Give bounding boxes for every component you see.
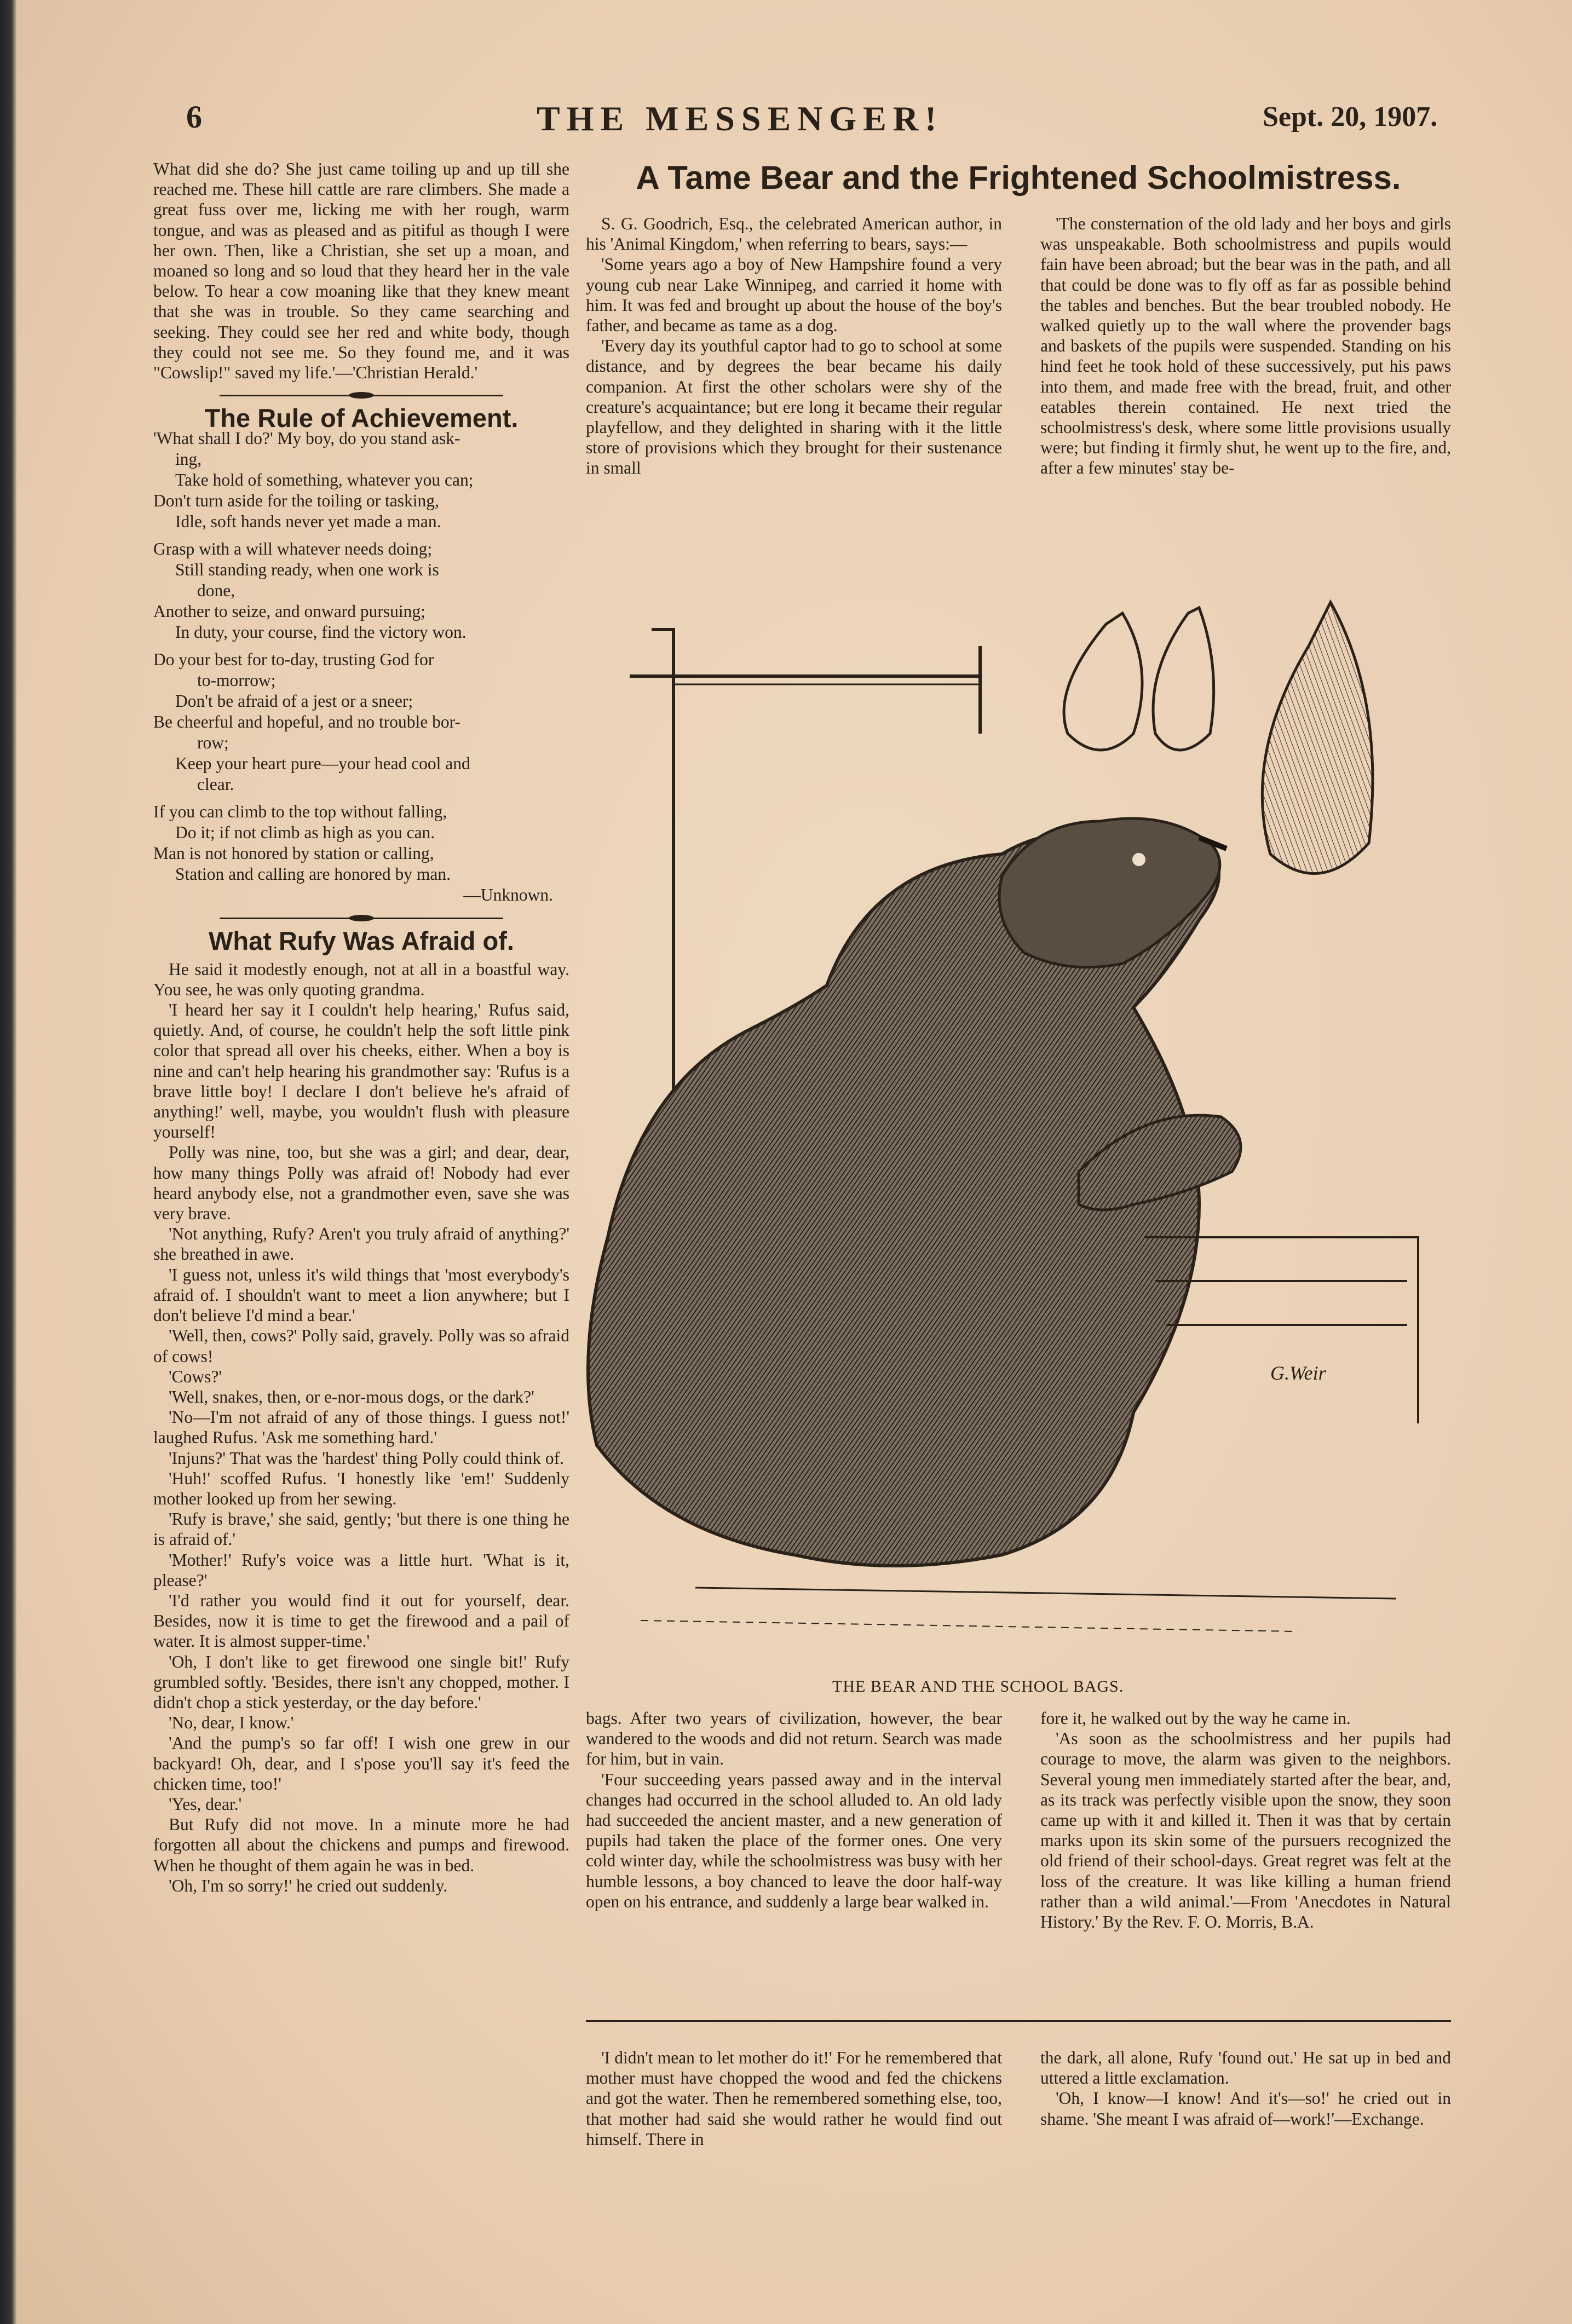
paragraph: 'Well, snakes, then, or e-nor-mous dogs, or the dark?' xyxy=(169,1387,534,1406)
poem-line: to-morrow; xyxy=(197,671,276,690)
paragraph: 'The consternation of the old lady and her boys and girls was unspeakable. Both schoolmistress and pupils would fain have been abroad; but the bear was in the path, and all that could be done was to fly off as far as possible behind the tables and benches. But the bear troubled nobody. He walked quietly up to the wall where the provender bags and baskets of the pupils were suspended. Standing on his hind feet he took hold of these successively, put his paws into them, and made free with the bread, fruit, and other eatables therein contained. He next tried the schoolmistress's desk, where some little provisions usually were; but finding it firmly shut, he went up to the fire, and, after a few minutes' stay be- xyxy=(1040,214,1451,478)
paragraph: 'As soon as the schoolmistress and her pupils had courage to move, the alarm was given to the neighbors. Several young men immediately started after the bear, and, as its track was perfectly visible upon the snow, they soon came up with it and killed it. Then it was that by certain marks upon its skin some of the pursuers recognized the old friend of their school-days. Great regret was felt at the loss of the creature. It was like killing a human friend rather than a wild animal.'—From 'Anecdotes in Natural History.' By the Rev. F. O. Morris, B.A. xyxy=(1040,1729,1451,1932)
stanza-break xyxy=(153,532,569,539)
masthead: THE MESSENGER! xyxy=(537,99,943,138)
bear-school-bags-illustration xyxy=(586,591,1451,1664)
rufy-continued-column-2 xyxy=(1040,2048,1451,2129)
newspaper-page xyxy=(16,0,1572,2324)
poem-line: Man is not honored by station or calling, xyxy=(153,844,434,863)
paragraph: 'No, dear, I know.' xyxy=(169,1713,294,1733)
rufy-story-body xyxy=(153,959,569,1896)
paragraph: the dark, all alone, Rufy 'found out.' He sat up in bed and uttered a little exclamation. xyxy=(1040,2048,1451,2088)
paragraph: Polly was nine, too, but she was a girl; and dear, dear, how many things Polly was afraid of! Nobody had ever heard anybody else, not a grandmother even, save she was very brave. xyxy=(153,1143,569,1224)
paragraph: 'Not anything, Rufy? Aren't you truly afraid of anything?' she breathed in awe. xyxy=(153,1224,569,1264)
ornamental-divider xyxy=(153,913,569,923)
poem-line: Take hold of something, whatever you can; xyxy=(175,470,474,490)
paragraph: 'I guess not, unless it's wild things that 'most everybody's afraid of. I shouldn't want to meet a lion anywhere; but I don't believe I'd mind a bear.' xyxy=(153,1265,569,1325)
poem-line: Still standing ready, when one work is xyxy=(175,560,439,580)
stanza-break xyxy=(153,643,569,649)
poem-body xyxy=(153,428,569,906)
poem-line: Another to seize, and onward pursuing; xyxy=(153,602,425,621)
paragraph: 'Mother!' Rufy's voice was a little hurt. 'What is it, please?' xyxy=(153,1550,569,1590)
bear-column-1 xyxy=(586,214,1002,478)
poem-line: Don't turn aside for the toiling or tasking, xyxy=(153,491,439,511)
poem-line: —Unknown. xyxy=(463,885,553,905)
poem-line: Be cheerful and hopeful, and no trouble bor- xyxy=(153,712,460,732)
paragraph: 'I'd rather you would find it out for yourself, dear. Besides, now it is time to get the firewood and a pail of water. It is almost supper-time.' xyxy=(153,1590,569,1651)
story-title: What Rufy Was Afraid of. xyxy=(209,926,514,956)
bear-article-title: A Tame Bear and the Frightened Schoolmistress. xyxy=(636,159,1401,196)
bear-column-1-continued xyxy=(586,1708,1002,1912)
paragraph: 'Every day its youthful captor had to go to school at some distance, and by degrees the bear became his daily companion. At first the other scholars were shy of the creature's acquaintance; but ere long it became their regular playfellow, and they delighted in sharing with it the little store of provisions which they brought for their sustenance in small xyxy=(586,336,1002,478)
paragraph: 'Yes, dear.' xyxy=(169,1794,242,1814)
paragraph: 'And the pump's so far off! I wish one grew in our backyard! Oh, dear, and I s'pose you'll say it's feed the chicken time, too!' xyxy=(153,1733,569,1794)
issue-date: Sept. 20, 1907. xyxy=(1263,101,1438,132)
rufy-continued-column-1 xyxy=(586,2048,1002,2149)
poem-line: ing, xyxy=(175,449,202,469)
poem-line: done, xyxy=(197,581,235,601)
paragraph: 'Huh!' scoffed Rufus. 'I honestly like 'em!' Suddenly mother looked up from her sewing. xyxy=(153,1468,569,1508)
poem-line: Station and calling are honored by man. xyxy=(175,864,451,884)
paragraph: What did she do? She just came toiling up and up till she reached me. These hill cattle are rare climbers. She made a great fuss over me, licking me with her rough, warm tongue, and was as pleased and as pitiful as though I were her own. Then, like a Christian, she set up a moan, and moaned so long and so loud that they heard her in the vale below. To hear a cow moaning like that they knew meant that she was in trouble. So they came searching and seeking. They could see her red and white body, though they could not see me. So they found me, and it was "Cowslip!" saved my life.'—'Christian Herald.' xyxy=(153,159,569,383)
paragraph: 'Oh, I know—I know! And it's—so!' he cried out in shame. 'She meant I was afraid of—work!'—Exchange. xyxy=(1040,2089,1451,2129)
section-divider-line xyxy=(586,2020,1451,2022)
poem-line: In duty, your course, find the victory won. xyxy=(175,622,467,642)
poem-line: If you can climb to the top without falling, xyxy=(153,802,447,822)
paragraph: 'I heard her say it I couldn't help hearing,' Rufus said, quietly. And, of course, he couldn't help the soft little pink color that spread all over his cheeks, either. When a boy is nine and can't help hearing his grandmother say: 'Rufus is a brave little boy! I declare I don't believe he's afraid of anything!' well, maybe, you wouldn't flush with pleasure yourself! xyxy=(153,1000,569,1142)
paragraph: But Rufy did not move. In a minute more he had forgotten all about the chickens and pumps and firewood. When he thought of them again he was in bed. xyxy=(153,1815,569,1875)
paragraph: S. G. Goodrich, Esq., the celebrated American author, in his 'Animal Kingdom,' when referring to bears, says:— xyxy=(586,214,1002,254)
poem-line: row; xyxy=(197,733,229,753)
poem-line: clear. xyxy=(197,775,234,794)
poem-line: Keep your heart pure—your head cool and xyxy=(175,754,470,774)
paragraph: 'I didn't mean to let mother do it!' For he remembered that mother must have chopped the wood and fed the chickens and got the water. Then he remembered something else, too, that mother had said she would rather he would find out himself. There in xyxy=(586,2048,1002,2149)
poem-line: Grasp with a will whatever needs doing; xyxy=(153,539,433,559)
poem-line: Idle, soft hands never yet made a man. xyxy=(175,512,441,532)
ornamental-divider xyxy=(153,390,569,400)
paragraph: He said it modestly enough, not at all in a boastful way. You see, he was only quoting grandma. xyxy=(153,959,569,999)
stanza-break xyxy=(153,795,569,801)
artist-signature: G.Weir xyxy=(1270,1362,1326,1384)
page-number: 6 xyxy=(186,99,202,135)
paragraph: 'Some years ago a boy of New Hampshire found a very young cub near Lake Winnipeg, and carried it home with him. It was fed and brought up about the house of the boy's father, and became as tame as a dog. xyxy=(586,255,1002,336)
poem-title: The Rule of Achievement. xyxy=(204,403,519,433)
paragraph: 'No—I'm not afraid of any of those things. I guess not!' laughed Rufus. 'Ask me something hard.' xyxy=(153,1408,569,1448)
paragraph: 'Rufy is brave,' she said, gently; 'but there is one thing he is afraid of.' xyxy=(153,1509,569,1549)
paragraph: bags. After two years of civilization, however, the bear wandered to the woods and did not return. Search was made for him, but in vain. xyxy=(586,1709,1002,1769)
paragraph: 'Cows?' xyxy=(169,1366,222,1386)
paragraph: fore it, he walked out by the way he came in. xyxy=(1040,1709,1351,1728)
bear-column-2-continued xyxy=(1040,1708,1451,1932)
paragraph: 'Injuns?' That was the 'hardest' thing Polly could think of. xyxy=(169,1448,565,1468)
paragraph: 'Well, then, cows?' Polly said, gravely. Polly was so afraid of cows! xyxy=(153,1326,570,1366)
paragraph: 'Four succeeding years passed away and in the interval changes had occurred in the school alluded to. An old lady had succeeded the ancient master, and a new generation of pupils had taken the place of the former ones. One very cold winter day, while the schoolmistress was busy with her humble lessons, a boy chanced to leave the door half-way open on his entrance, and suddenly a large bear walked in. xyxy=(586,1769,1002,1911)
poem-line: Do it; if not climb as high as you can. xyxy=(175,823,435,843)
poem-line: Do your best for to-day, trusting God for xyxy=(153,650,434,670)
paragraph: 'Oh, I don't like to get firewood one single bit!' Rufy grumbled softly. 'Besides, there isn't any chopped, mother. I didn't chop a stick yesterday, or the day before.' xyxy=(153,1652,569,1712)
left-column xyxy=(153,159,569,1896)
cowslip-story-ending xyxy=(153,159,569,383)
binding-spine xyxy=(0,0,16,2324)
paragraph: 'Oh, I'm so sorry!' he cried out suddenly. xyxy=(169,1876,448,1895)
poem-line: 'What shall I do?' My boy, do you stand ask- xyxy=(153,429,460,448)
page-header xyxy=(16,99,1572,148)
bear-column-2 xyxy=(1040,214,1451,478)
poem-line: Don't be afraid of a jest or a sneer; xyxy=(175,691,413,711)
illustration-caption: THE BEAR AND THE SCHOOL BAGS. xyxy=(832,1677,1124,1696)
